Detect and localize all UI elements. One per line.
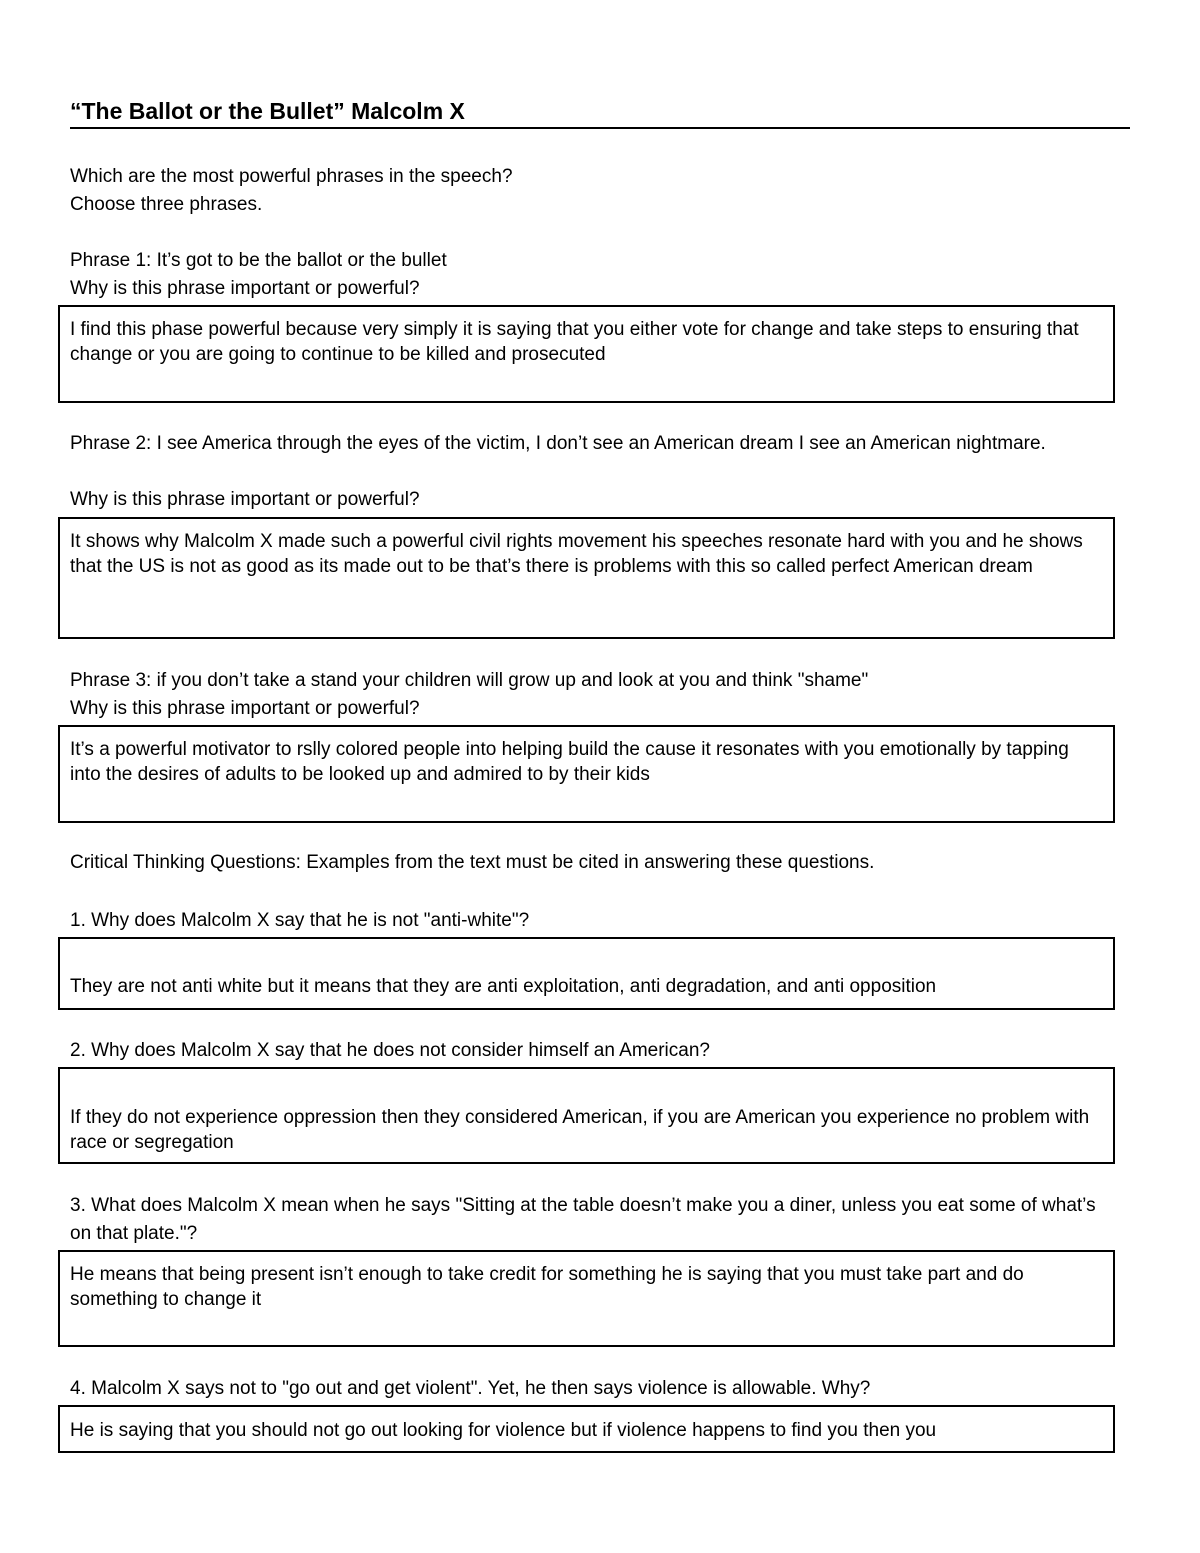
intro-question: Which are the most powerful phrases in the speech? xyxy=(70,166,513,187)
phrase-2-answer-box[interactable]: It shows why Malcolm X made such a powerful civil rights movement his speeches resonate hard with you and he shows that the US is not as good as its made out to be that’s there is problems with this so called perfect American dream xyxy=(58,517,1115,639)
question-2-answer-box[interactable]: If they do not experience oppression then they considered American, if you are American you experience no problem with race or segregation xyxy=(58,1067,1115,1164)
question-4-text: 4. Malcolm X says not to "go out and get violent". Yet, he then says violence is allowable. Why? xyxy=(70,1378,871,1399)
question-3-answer-box[interactable]: He means that being present isn’t enough to take credit for something he is saying that you must take part and do something to change it xyxy=(58,1250,1115,1347)
question-3-text: 3. What does Malcolm X mean when he says "Sitting at the table doesn’t make you a diner, unless you eat some of what’s on that plate."? xyxy=(70,1195,1096,1244)
phrase-2-prompt: Why is this phrase important or powerful? xyxy=(70,489,420,510)
phrase-3-answer-box[interactable]: It’s a powerful motivator to rslly colored people into helping build the cause it resonates with you emotionally by tapping into the desires of adults to be looked up and admired to by their kids xyxy=(58,725,1115,823)
question-2-text: 2. Why does Malcolm X say that he does not consider himself an American? xyxy=(70,1040,710,1061)
worksheet-title: “The Ballot or the Bullet” Malcolm X xyxy=(70,96,1130,129)
critical-thinking-heading: Critical Thinking Questions: Examples from the text must be cited in answering these questions. xyxy=(70,852,875,873)
phrase-1-answer-box[interactable]: I find this phase powerful because very simply it is saying that you either vote for change and take steps to ensuring that change or you are going to continue to be killed and prosecuted xyxy=(58,305,1115,403)
question-1-text: 1. Why does Malcolm X say that he is not "anti-white"? xyxy=(70,910,530,931)
phrase-2-text: Phrase 2: I see America through the eyes of the victim, I don’t see an American dream I see an American nightmare. xyxy=(70,433,1046,454)
phrase-3-text: Phrase 3: if you don’t take a stand your children will grow up and look at you and think "shame" xyxy=(70,670,869,691)
question-1-answer-box[interactable]: They are not anti white but it means that they are anti exploitation, anti degradation, and anti opposition xyxy=(58,937,1115,1010)
intro-instruction: Choose three phrases. xyxy=(70,194,263,215)
phrase-1-text: Phrase 1: It’s got to be the ballot or the bullet xyxy=(70,250,447,271)
question-4-answer-box[interactable]: He is saying that you should not go out looking for violence but if violence happens to find you then you xyxy=(58,1405,1115,1453)
phrase-3-prompt: Why is this phrase important or powerful? xyxy=(70,698,420,719)
phrase-1-prompt: Why is this phrase important or powerful? xyxy=(70,278,420,299)
